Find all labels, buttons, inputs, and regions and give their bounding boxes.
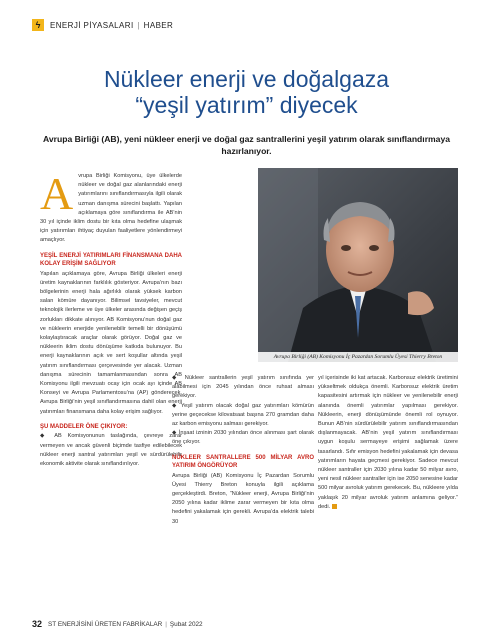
photo-caption: Avrupa Birliği (AB) Komisyonu İç Pazardan Sorumlu Üyesi Thierry Breton <box>258 352 458 362</box>
col2-bullet-2: ◆ Yeşil yatırım olacak doğal gaz yatırımları kömürün yerine geçecekse kilovatsaat başına 270 gramdan daha az karbon emisyonu salması gerekiyor. <box>172 402 314 428</box>
page-number: 32 <box>32 619 43 629</box>
article-column-1 <box>40 168 182 469</box>
col2-body: Avrupa Birliği (AB) Komisyonu İç Pazardan Sorumlu Üyesi Thierry Breton konuyla ilgili açıklama gerçekleştirdi. Breton, “Nükleer enerji, Avrupa Birliği’nin 2050 yılına kadar iklime zarar vermeyen bir kıta olma hedefini yakalamak için gerekli. Avrupa’da elektrik talebi 30 <box>172 472 314 525</box>
magazine-name: ST ENERJİSİNİ ÜRETEN FABRİKALAR <box>48 620 163 628</box>
title-line-2: “yeşil yatırım” diyecek <box>135 92 358 118</box>
article-column-3 <box>318 374 458 512</box>
subsection-label: HABER <box>143 20 174 30</box>
col2-bullet-1: ◆ Nükleer santrallerin yeşil yatırım sınıfında yer alabilmesi için 2045 yılından önce ruhsat alması gerekiyor. <box>172 375 314 400</box>
footer-divider: | <box>165 620 167 628</box>
col3-body: yıl içerisinde iki kat artacak. Karbonsuz elektrik üretimini yükseltmek oldukça önemli. Karbonsuz elektrik üretim kapasitesini artırmak için nükleer ve yenilenebilir enerji alanında önemli yatırımlar yapılması gerekiyor. Nükleerin, enerji dönüşümünde önemli rol oynuyor. Bunun AB’nin sürdürülebilir yatırım sınıflandırmasından dışlanmayacak. AB’nin yeşil yatırım sınıflandırması uygun koşulu sermayeye erişimi sağlamak üzere tasarlandı. Sıfır emisyon hedefini yakalamak için devasa yatırımların hayata geçmesi gerekiyor. Sadece mevcut nükleer santraller için 2030 yılına kadar 50 milyar avro, yeni nesil nükleer santraller için ise 2050 senesine kadar 500 milyar avroluk yatırım gerekecek. Bu, nükleere yılda yaklaşık 20 milyar avroluk yatırım anlamına geliyor.” dedi. <box>318 375 458 510</box>
subheading-key-points: ŞU MADDELER ÖNE ÇIKIYOR: <box>40 423 128 430</box>
article-end-mark <box>332 504 337 509</box>
article-title <box>0 66 493 118</box>
title-line-1: Nükleer enerji ve doğalgaza <box>103 66 390 92</box>
article-subtitle: Avrupa Birliği (AB), yeni nükleer enerji ve doğal gaz santrallerini yeşil yatırım olarak sınıflandırmaya hazırlanıyor. <box>42 134 451 156</box>
page-footer <box>32 619 203 629</box>
body-paragraph-2: ◆ AB Komisyonunun taslağında, çevreye zarar vermeyen ve ancak güvenli biçimde tasfiye edilebilecek nükleer enerji santral yatırımları yeşil ve sürdürülebilir ekonomik aktivite olarak sınıflandırılıyor. <box>40 433 182 467</box>
header-divider: | <box>137 20 140 30</box>
portrait-illustration <box>258 168 458 362</box>
section-header <box>32 18 173 32</box>
issue-date: Şubat 2022 <box>169 620 203 628</box>
lightning-icon: ϟ <box>32 19 44 31</box>
subheading-green-investment: YEŞİL ENERJİ YATIRIMLARI FİNANSMANA DAHA KOLAY ERİŞİM SAĞLIYOR <box>40 252 182 268</box>
drop-cap: A <box>40 168 74 219</box>
article-column-2 <box>172 374 314 527</box>
subheading-nuclear-investment: NÜKLEER SANTRALLERE 500 MİLYAR AVRO YATIRIM ÖNGÖRÜYOR <box>172 454 314 470</box>
body-paragraph-1: Yapılan açıklamaya göre, Avrupa Birliği ülkeleri enerji üretim kaynaklarının farklılık gösteriyor. Avrupa’nın bazı bölgelerinin enerji hala ağırlıklı olarak yüksek karbon salan kömüre dayanıyor. Bilimsel tavsiyeler, mevcut teknolojik ilerleme ve üye ülkeler arasında değişen geçiş zorlukları dikkate alınıyor. AB Komisyonu’nun doğal gaz ve nükleerin enerjide yenilenebilir temelli bir dönüşümü kolaylaştıracak araçlar olarak görüyor. Doğal gaz ve nükleerin iklim dostu dönüşüme katkıda bulunuyor. Bu enerji kaynaklarının açık ve sert koşullar altında yeşil yatırım sınıflandırması çerçevesinde yer alacak. Uzman danışma sürecinin tamamlanmasından sonra AB Komisyonu ilgili mevzuatı ocay için ocak ayı içinde AB Konseyi ve Avrupa Parlamentosu’na (AP) gönderecek. Avrupa Birliği’nin yeşil sınıflandırmasına dahil olan enerji yatırımları finansmana daha kolay erişim sağlıyor. <box>40 270 182 415</box>
intro-paragraph: Avrupa Birliği Komisyonu, üye ülkelerde nükleer ve doğal gaz alanlarındaki enerji yatırımlarını sınıflandırmasıyla ilgili olarak uzman danışma sürecini başlattı. Yapılan açıklamaya göre sınıflandırma ile AB’nin 30 yıl içinde iklim dostu bir kıta olma hedefine ulaşmak için yatırımları ihtiyaç duyulan faaliyetlere yönlendirmeyi amaçlıyor. <box>40 168 182 244</box>
section-label: ENERJİ PİYASALARI <box>50 20 134 30</box>
col2-bullet-3: ◆ İnşaat izninin 2030 yılından önce alınması şart olarak öne çıkıyor. <box>172 430 314 446</box>
thierry-breton-photo <box>258 168 458 362</box>
